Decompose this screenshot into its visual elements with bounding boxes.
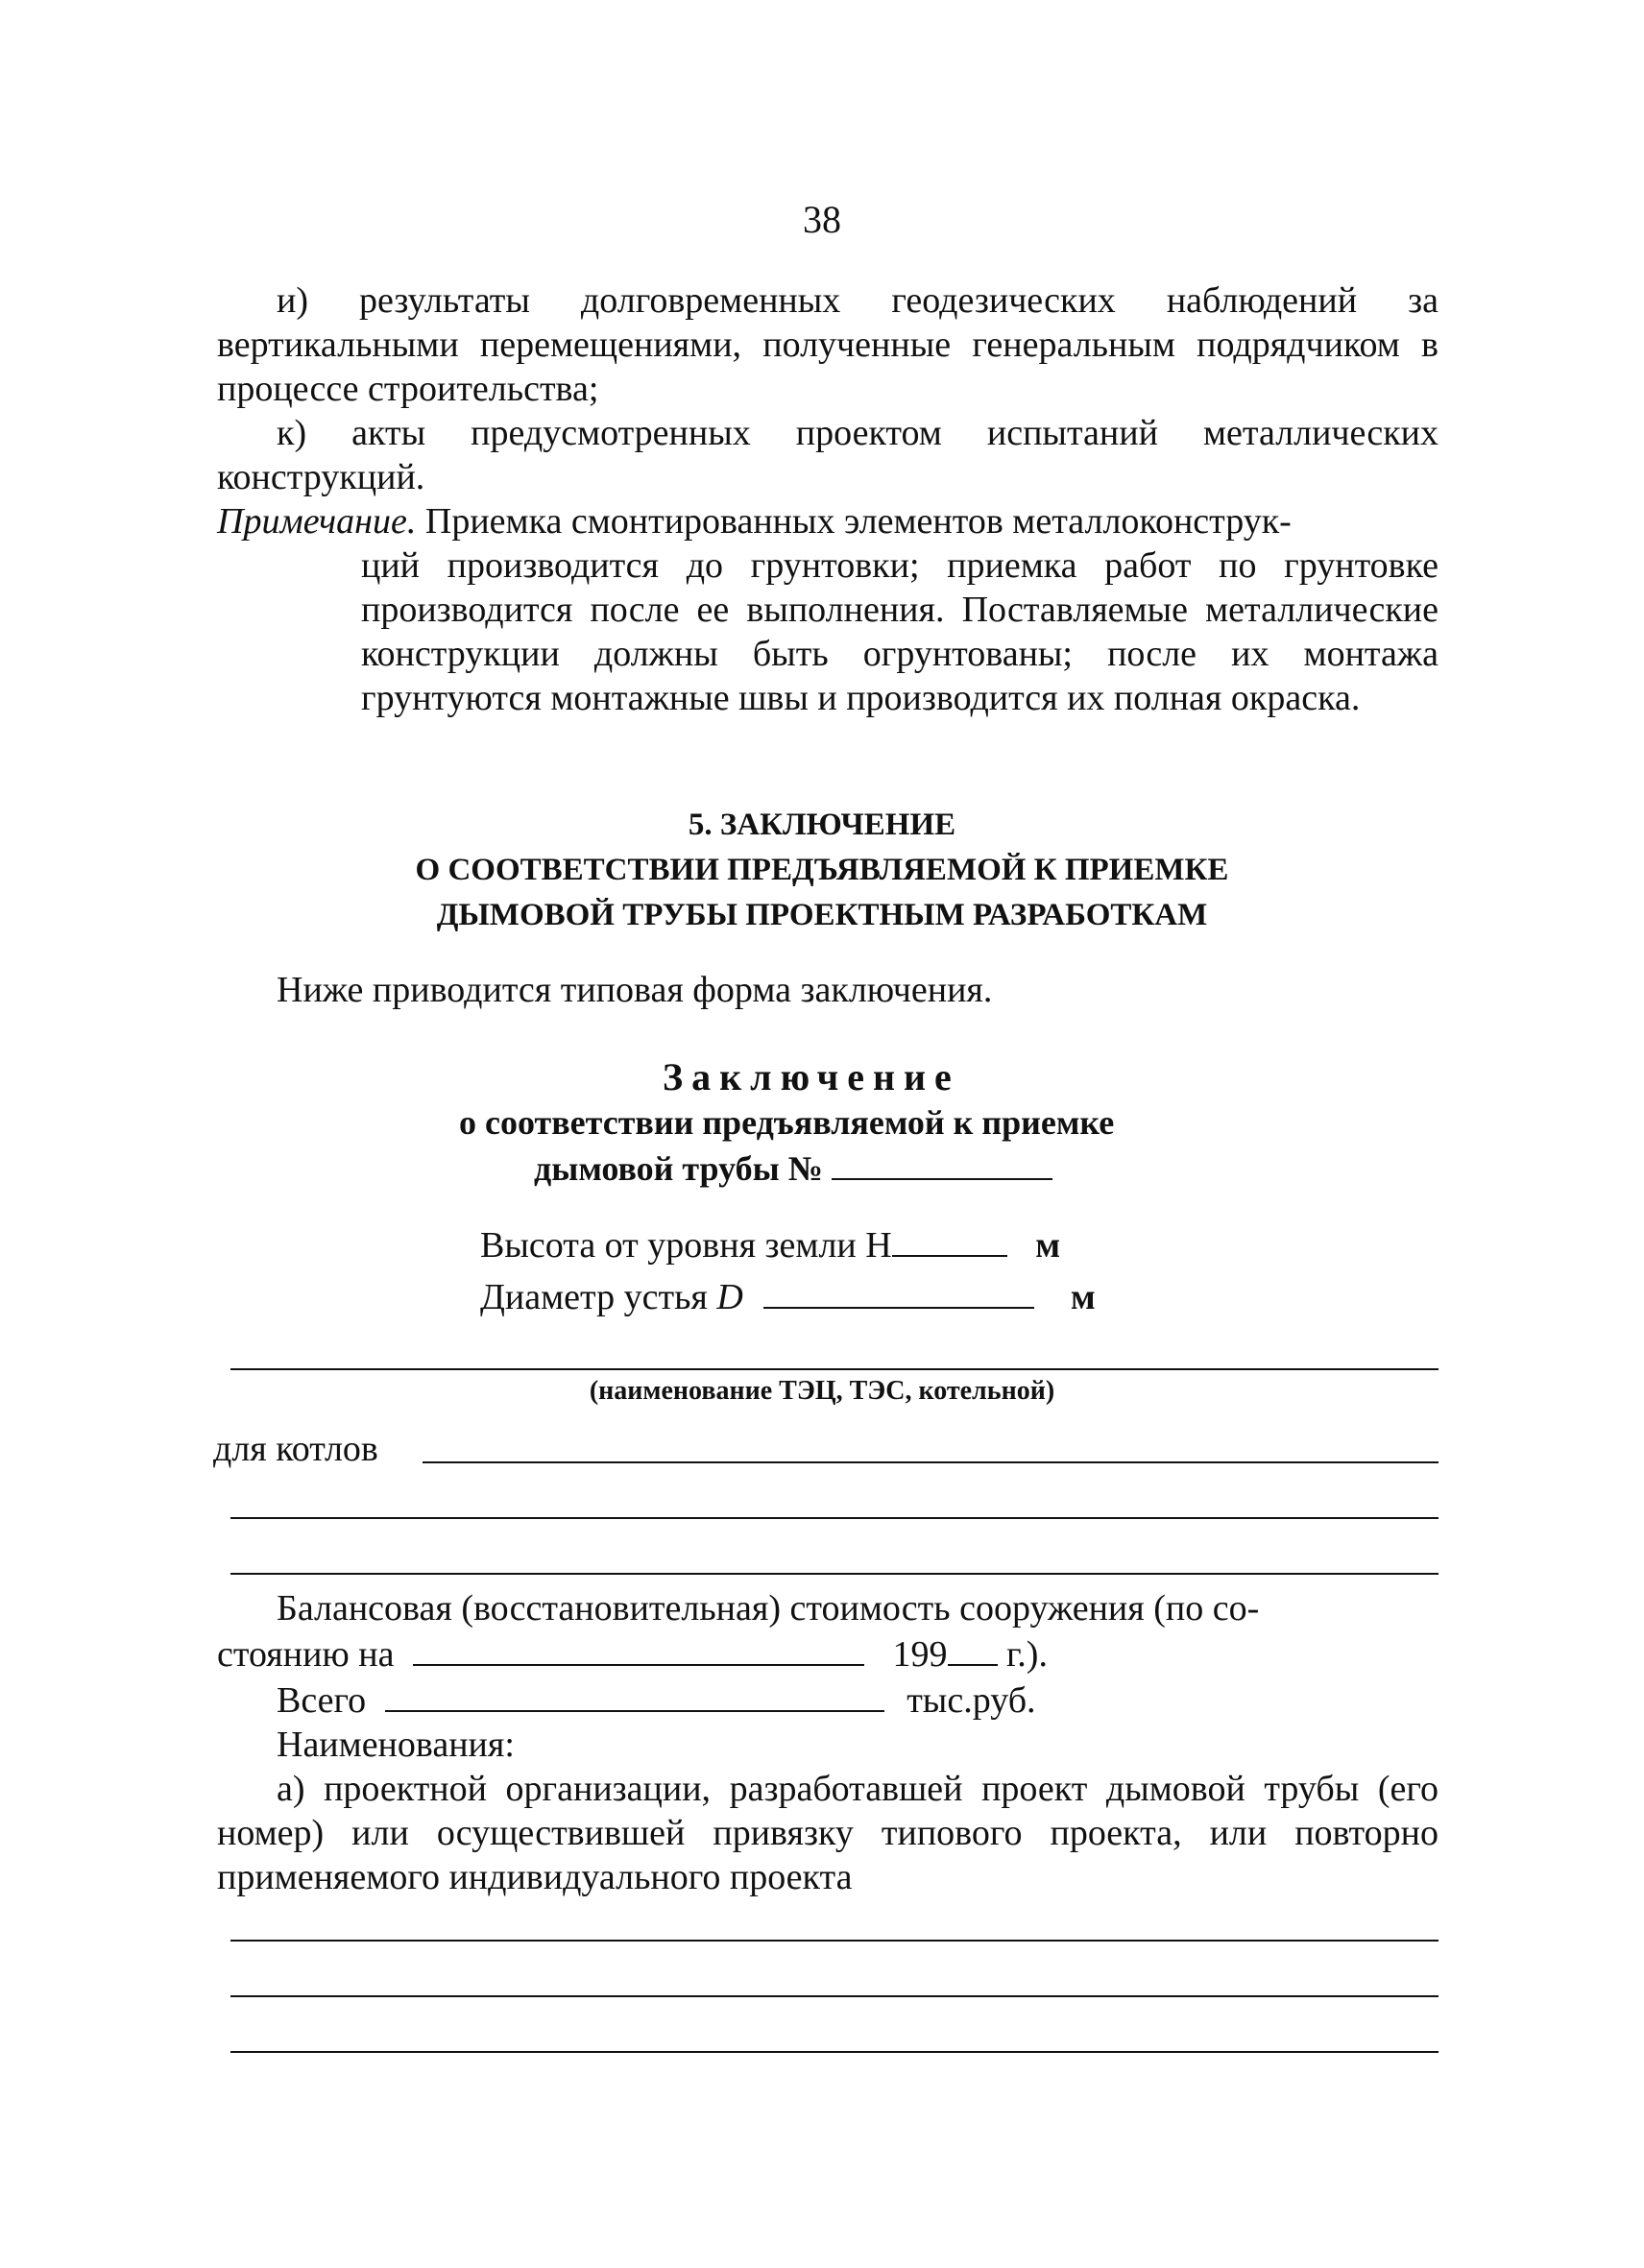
balance-year-suffix: г.). <box>1006 1634 1048 1675</box>
item-a-rule-2 <box>230 1995 1438 1997</box>
item-a-rule-1 <box>230 1940 1438 1942</box>
diameter-line <box>480 1275 1096 1319</box>
chimney-number-blank <box>832 1149 1052 1180</box>
balance-date-blank <box>413 1635 864 1666</box>
plant-name-caption: (наименование ТЭЦ, ТЭС, котельной) <box>589 1376 1055 1406</box>
boilers-label: для котлов <box>213 1429 378 1469</box>
section-title-line2: О СООТВЕТСТВИИ ПРЕДЪЯВЛЯЕМОЙ К ПРИЕМКЕ <box>415 853 1229 887</box>
balance-date-label: стоянию на <box>217 1634 395 1675</box>
section-intro: Ниже приводится типовая форма заключения. <box>277 970 993 1010</box>
boilers-rule-3 <box>230 1573 1438 1575</box>
balance-year-blank <box>948 1635 998 1666</box>
boilers-rule-1 <box>423 1461 1438 1463</box>
item-k-paragraph: к) акты предусмотренных проектом испытаний металлических конструкций. <box>217 413 1438 497</box>
chimney-number-label: дымовой трубы № <box>534 1149 823 1188</box>
form-subtitle-line2 <box>534 1148 1052 1189</box>
note-first-text: Приемка смонтированных элементов металлоконструк- <box>424 501 1292 542</box>
balance-line-2 <box>217 1632 1048 1677</box>
total-label: Всего <box>277 1680 367 1721</box>
section-title-line3: ДЫМОВОЙ ТРУБЫ ПРОЕКТНЫМ РАЗРАБОТКАМ <box>436 898 1208 932</box>
form-title: Заключение <box>663 1055 960 1098</box>
balance-line-1: Балансовая (восстановительная) стоимость сооружения (по со- <box>277 1588 1260 1629</box>
height-unit: м <box>1035 1225 1061 1266</box>
note-first-line <box>217 499 1438 543</box>
total-line <box>277 1678 1036 1723</box>
names-label: Наименования: <box>277 1725 515 1765</box>
note-body: ций производится до грунтовки; приемка работ по грунтовке производится после ее выполнения. Поставляемые металлические конструкции должны быть огрунтованы; после их монтажа грунтуются монтажные швы и производится их полная окраска. <box>361 545 1438 718</box>
plant-name-rule <box>230 1368 1438 1370</box>
item-i-paragraph: и) результаты долговременных геодезических наблюдений за вертикальными перемещениями, полученные генеральным подрядчиком в процессе строительства; <box>217 280 1438 409</box>
diameter-label: Диаметр устья <box>480 1277 708 1317</box>
height-label: Высота от уровня земли Н <box>480 1225 892 1266</box>
height-line <box>480 1223 1060 1267</box>
total-unit: тыс.руб. <box>907 1680 1036 1721</box>
section-title-line1: 5. ЗАКЛЮЧЕНИЕ <box>688 808 956 842</box>
page-number: 38 <box>803 198 841 241</box>
item-a-rule-3 <box>230 2051 1438 2053</box>
note-label: Примечание. <box>217 501 417 542</box>
item-a-paragraph: а) проектной организации, разработавшей проект дымовой трубы (его номер) или осуществившей привязку типового проекта, или повторно применяемого индивидуального проекта <box>217 1769 1438 1897</box>
balance-year: 199 <box>892 1634 948 1675</box>
total-blank <box>385 1681 884 1712</box>
form-subtitle-line1: о соответствии предъявляемой к приемке <box>459 1103 1115 1142</box>
diameter-symbol: D <box>716 1277 743 1317</box>
height-blank <box>892 1226 1007 1257</box>
diameter-blank <box>763 1278 1034 1309</box>
boilers-rule-2 <box>230 1517 1438 1519</box>
diameter-unit: м <box>1070 1277 1096 1317</box>
